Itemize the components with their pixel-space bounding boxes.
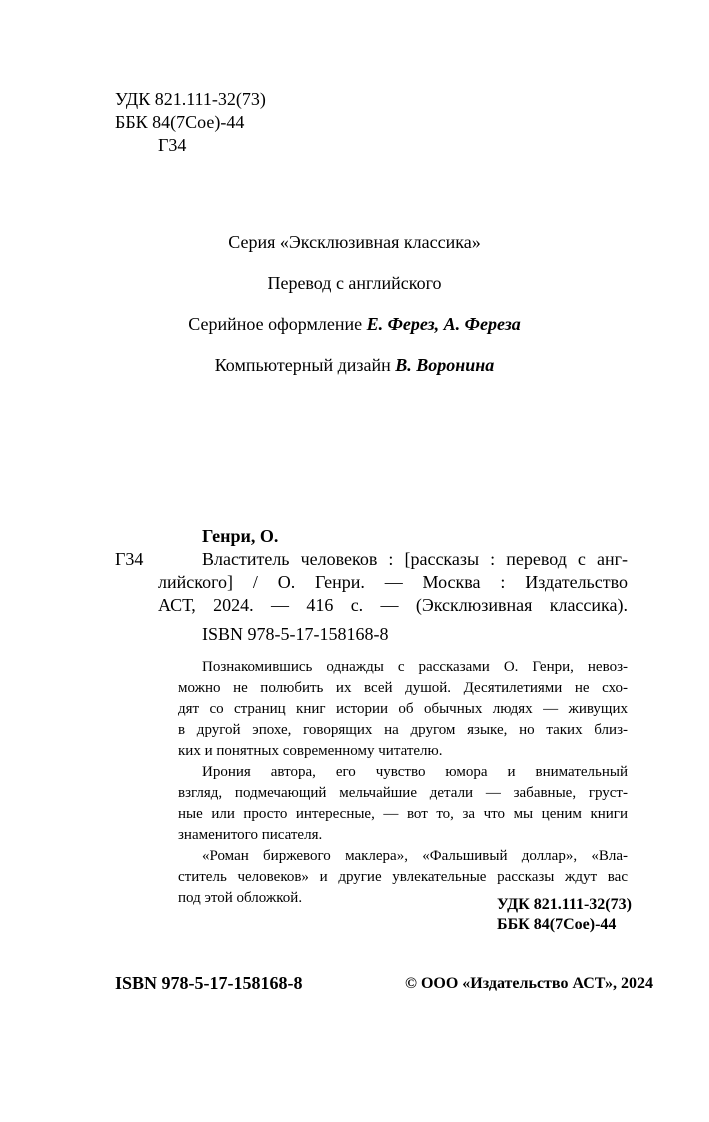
annotation-line: ные или просто интересные, — вот то, за что мы ценим книги xyxy=(178,806,628,822)
annotation-line: ких и понятных современному читателю. xyxy=(178,743,443,759)
author-mark: Г34 xyxy=(158,135,187,155)
computer-design-label: Компьютерный дизайн xyxy=(214,355,391,375)
footer-isbn: ISBN 978-5-17-158168-8 xyxy=(115,973,303,993)
udk-code: УДК 821.111-32(73) xyxy=(115,89,266,109)
annotation-line: можно не полюбить их всей душой. Десятилетиями не схо- xyxy=(178,680,628,696)
annotation-line: знаменитого писателя. xyxy=(178,827,323,843)
bottom-udk-code: УДК 821.111-32(73) xyxy=(497,896,632,913)
series-design-label: Серийное оформление xyxy=(188,314,363,334)
record-isbn: ISBN 978-5-17-158168-8 xyxy=(202,624,389,644)
record-mark: Г34 xyxy=(115,549,144,569)
copyright: © ООО «Издательство АСТ», 2024 xyxy=(405,975,654,992)
annotation-line: Ирония автора, его чувство юмора и внимательный xyxy=(202,764,628,780)
translation-line: Перевод с английского xyxy=(267,273,442,293)
series-design-names: Е. Ферез, А. Фереза xyxy=(366,314,521,334)
annotation-line: дят со страниц книг истории об обычных людях — живущих xyxy=(178,701,628,717)
bottom-bbk-code: ББК 84(7Сое)-44 xyxy=(497,916,617,933)
author-heading: Генри, О. xyxy=(202,526,279,546)
computer-design-line xyxy=(0,354,709,376)
series-line: Серия «Эксклюзивная классика» xyxy=(228,232,481,252)
annotation-line: Познакомившись однажды с рассказами О. Генри, невоз- xyxy=(202,659,628,675)
annotation-line: «Роман биржевого маклера», «Фальшивый доллар», «Вла- xyxy=(202,848,628,864)
computer-design-name: В. Воронина xyxy=(395,355,495,375)
annotation-line: под этой обложкой. xyxy=(178,890,303,906)
series-design-line xyxy=(0,313,709,335)
record-line-2: лийского] / О. Генри. — Москва : Издательство xyxy=(158,572,628,592)
record-line-1: Властитель человеков : [рассказы : перевод с анг- xyxy=(202,549,628,569)
annotation-line: взгляд, подмечающий мельчайшие детали — забавные, груст- xyxy=(178,785,628,801)
bbk-code: ББК 84(7Сое)-44 xyxy=(115,112,245,132)
annotation-line: ститель человеков» и другие увлекательные рассказы ждут вас xyxy=(178,869,628,885)
record-line-3: АСТ, 2024. — 416 с. — (Эксклюзивная классика). xyxy=(158,595,628,615)
annotation-line: в другой эпохе, говорящих на другом языке, но таких близ- xyxy=(178,722,628,738)
